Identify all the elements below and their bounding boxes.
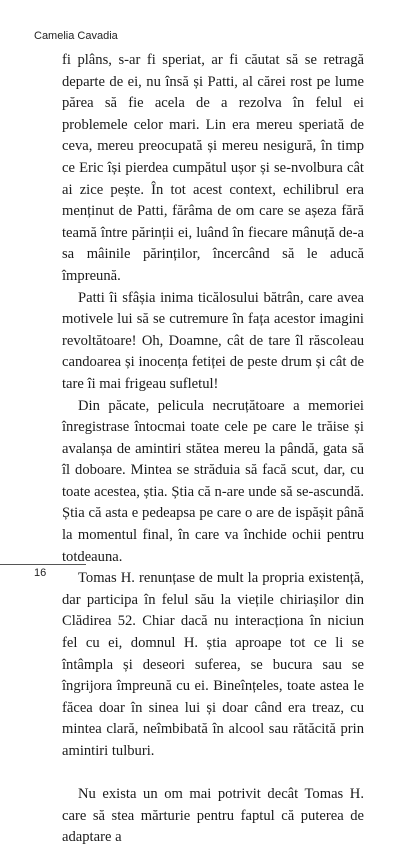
running-head: Camelia Cavadia bbox=[34, 30, 118, 42]
paragraph: Nu exista un om mai potrivit decât Tomas H. care să stea mărturie pentru faptul că puterea de adaptare a bbox=[62, 786, 364, 846]
footer-rule bbox=[0, 564, 86, 565]
body-text bbox=[62, 50, 364, 849]
paragraph: Tomas H. renunțase de mult la propria existență, dar participa în felul său la viețile chiriașilor din Clădirea 52. Chiar dacă nu interacționa în niciun fel cu ei, domnul H. știa aproape tot ce li se întâmpla și deseori suferea, se bucura sau se îngrijora împreună cu ei. Bineînțeles, toate astea le făcea doar în sinea lui și doar când era treaz, cu mintea clară, neîmbibată în alcool sau rătăcită prin amintiri tulburi. bbox=[62, 570, 364, 759]
paragraph: Patti îi sfâșia inima ticălosului bătrân, care avea motivele lui să se cutremure în fața acestor imagini revoltătoare! Oh, Doamne, cât de tare îl răscoleau candoarea și inocența fetiței de peste drum și cât de tare îi mai frigeau sufletul! bbox=[62, 289, 364, 392]
page-number: 16 bbox=[34, 567, 47, 579]
paragraph: Din păcate, pelicula necruțătoare a memoriei înregistrase întocmai toate cele pe care le trăise și avalanșa de amintiri stătea mereu la pândă, gata să îl doboare. Mintea se străduia să facă scut, dar, cu toate acestea, știa. Știa că n-are unde să se-ascundă. Știa că asta e pedeapsa pe care o are de ispășit până la momentul final, în care va închide ochii pentru totdeauna. bbox=[62, 397, 364, 565]
paragraph: fi plâns, s-ar fi speriat, ar fi căutat să se retragă departe de ei, nu însă și Patti, al cărei rost pe lume părea să fie acela de a rezolva în felul ei problemele celor mari. Lin era mereu speriată de ceva, mereu preocupată și mereu nesigură, în timp ce Eric își pierdea cumpătul ușor și se-nvolbura cât ai zice pește. În tot acest context, echilibrul era menținut de Patti, fărâma de om care se așeza fără teamă între părinții ei, luând în fiecare mânuță de-a sa mâinile părinților, încercând să le aducă împreună. bbox=[62, 52, 364, 284]
